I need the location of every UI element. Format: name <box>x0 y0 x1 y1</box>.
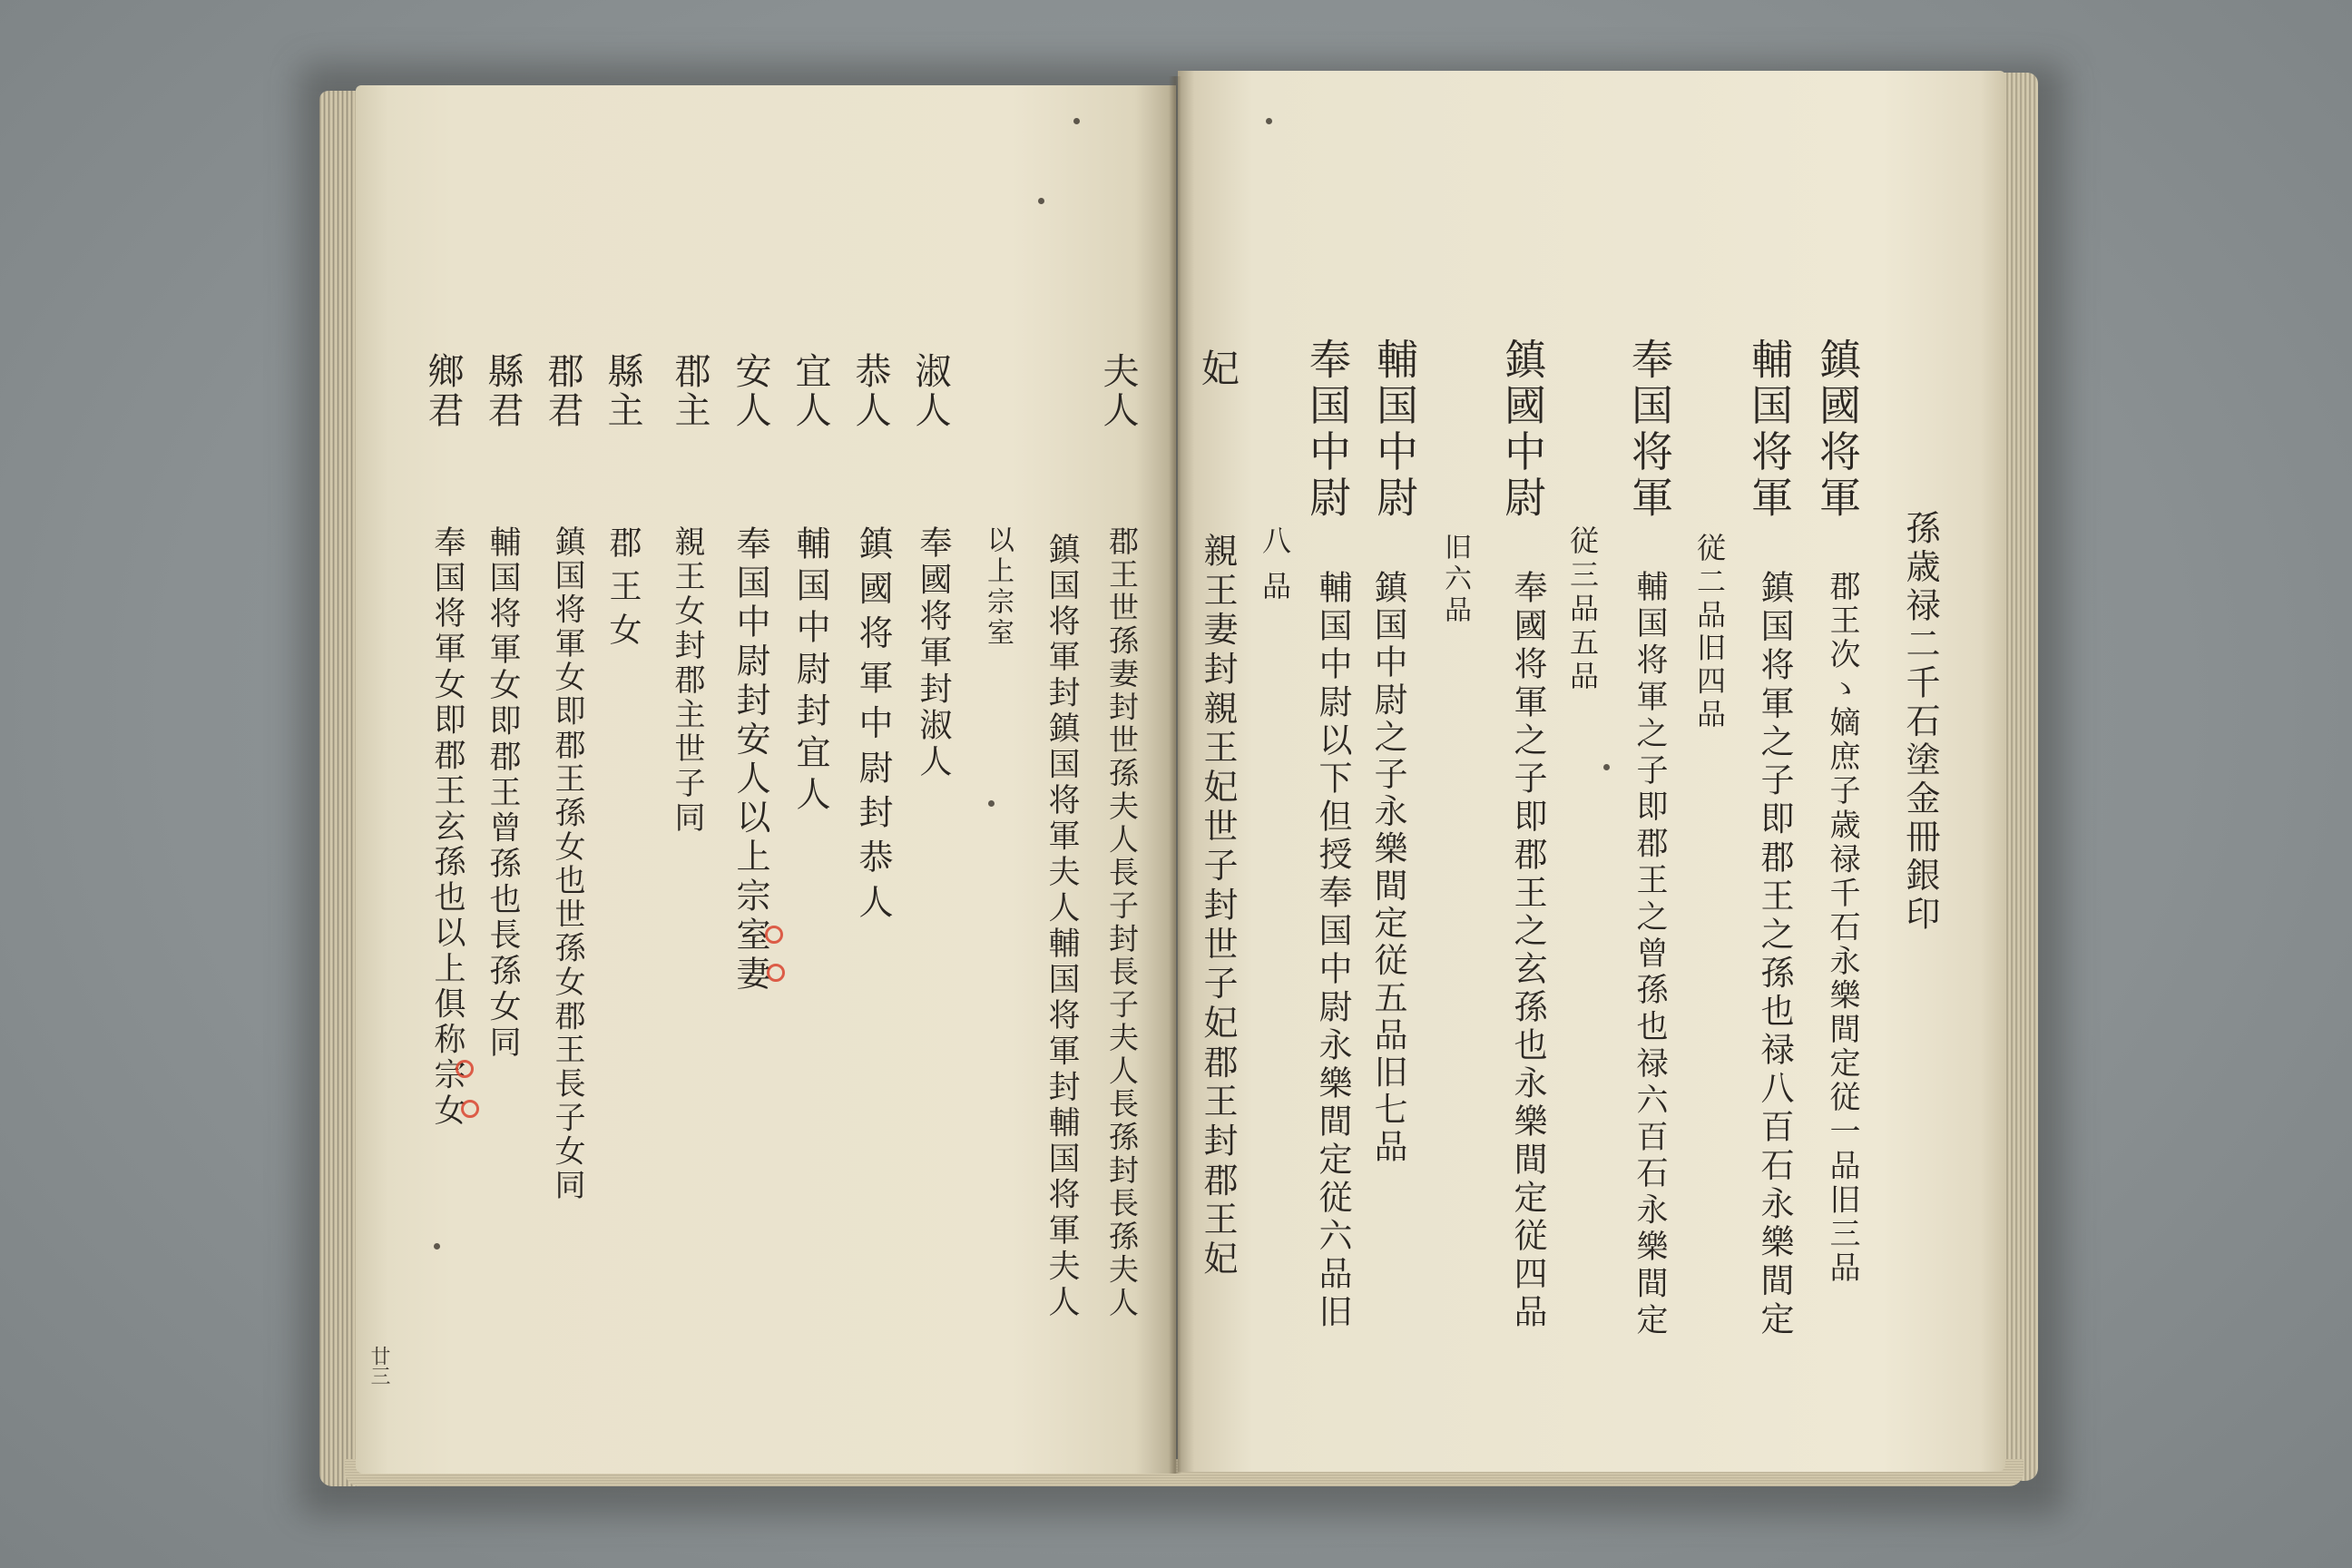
rank-description: 鎮国将軍女即郡王孫女也世孫女郡王長子女同 <box>549 525 585 1200</box>
grade-note: 八品 <box>1258 525 1292 600</box>
folio-number: 廿三 <box>368 1346 390 1386</box>
rank-description: 奉国将軍女即郡王玄孫也以上俱称宗女 <box>429 525 466 1125</box>
rank-heading: 郡君 <box>542 352 583 427</box>
book-gutter <box>1169 76 1181 1474</box>
rank-heading: 郡主 <box>669 352 710 427</box>
rank-heading: 淑人 <box>909 352 951 427</box>
rank-heading: 鎮國中尉 <box>1498 338 1547 517</box>
rank-heading: 鄉君 <box>422 352 464 427</box>
red-seal-mark <box>461 1100 479 1118</box>
rank-heading: 奉国中尉 <box>1303 338 1352 517</box>
rank-heading: 輔国将軍 <box>1745 338 1794 517</box>
rank-description: 郡王女 <box>604 525 642 645</box>
ink-speck <box>988 800 995 807</box>
ink-speck <box>434 1243 440 1250</box>
rank-description: 郡王世孫妻封世孫夫人長子封長子夫人長孫封長孫夫人 <box>1104 525 1140 1317</box>
rank-description: 鎮国将軍封鎮国将軍夫人輔国将軍封輔国将軍夫人 <box>1044 533 1080 1317</box>
rank-heading: 鎮國将軍 <box>1813 338 1862 517</box>
rank-heading: 縣主 <box>602 352 643 427</box>
rank-description: 奉国中尉封安人以上宗室妻 <box>730 525 770 990</box>
grade-note: 従二品旧四品 <box>1692 533 1727 728</box>
rank-heading: 夫人 <box>1097 352 1139 427</box>
rank-description: 輔国中尉封宜人 <box>790 525 830 810</box>
ink-speck <box>1073 118 1080 124</box>
rank-heading: 安人 <box>730 352 771 427</box>
rank-description: 輔国将軍女即郡王曾孫也長孫女同 <box>485 525 521 1057</box>
rank-description: 鎮國将軍中尉封恭人 <box>853 525 893 918</box>
grade-note: 旧六品 <box>1439 533 1471 622</box>
rank-heading: 輔国中尉 <box>1370 338 1419 517</box>
grade-note: 以上宗室 <box>982 525 1014 645</box>
ink-speck <box>1266 118 1272 124</box>
ink-speck <box>1603 764 1610 770</box>
rank-description: 鎮国将軍之子即郡王之孫也禄八百石永樂間定 <box>1755 570 1794 1335</box>
grade-note: 従三品五品 <box>1565 525 1600 690</box>
rank-description: 輔国将軍之子即郡王之曾孫也禄六百石永樂間定 <box>1632 570 1668 1335</box>
text-column: 孫歳禄二千石塗金冊銀印 <box>1900 510 1940 930</box>
red-seal-mark <box>767 964 785 982</box>
ink-speck <box>1038 198 1044 204</box>
rank-heading: 奉国将軍 <box>1625 338 1674 517</box>
rank-description: 奉國将軍之子即郡王之玄孫也永樂間定従四品 <box>1508 570 1547 1328</box>
rank-heading: 宜人 <box>789 352 831 427</box>
rank-heading: 恭人 <box>849 352 891 427</box>
red-seal-mark <box>765 926 783 944</box>
rank-description: 奉國将軍封淑人 <box>915 525 952 777</box>
red-seal-mark <box>456 1060 474 1078</box>
rank-heading: 妃 <box>1196 348 1240 387</box>
rank-description: 親王女封郡主世子同 <box>669 525 705 832</box>
rank-heading: 縣君 <box>482 352 524 427</box>
rank-description: 親王妻封親王妃世子封世子妃郡王封郡王妃 <box>1198 533 1238 1275</box>
rank-description: 郡王次ゝ嫡庶子歳禄千石永樂間定従一品旧三品 <box>1824 570 1860 1282</box>
rank-description: 鎮国中尉之子永樂間定従五品旧七品 <box>1368 570 1407 1162</box>
rank-description: 輔国中尉以下但授奉国中尉永樂間定従六品旧 <box>1313 570 1352 1328</box>
